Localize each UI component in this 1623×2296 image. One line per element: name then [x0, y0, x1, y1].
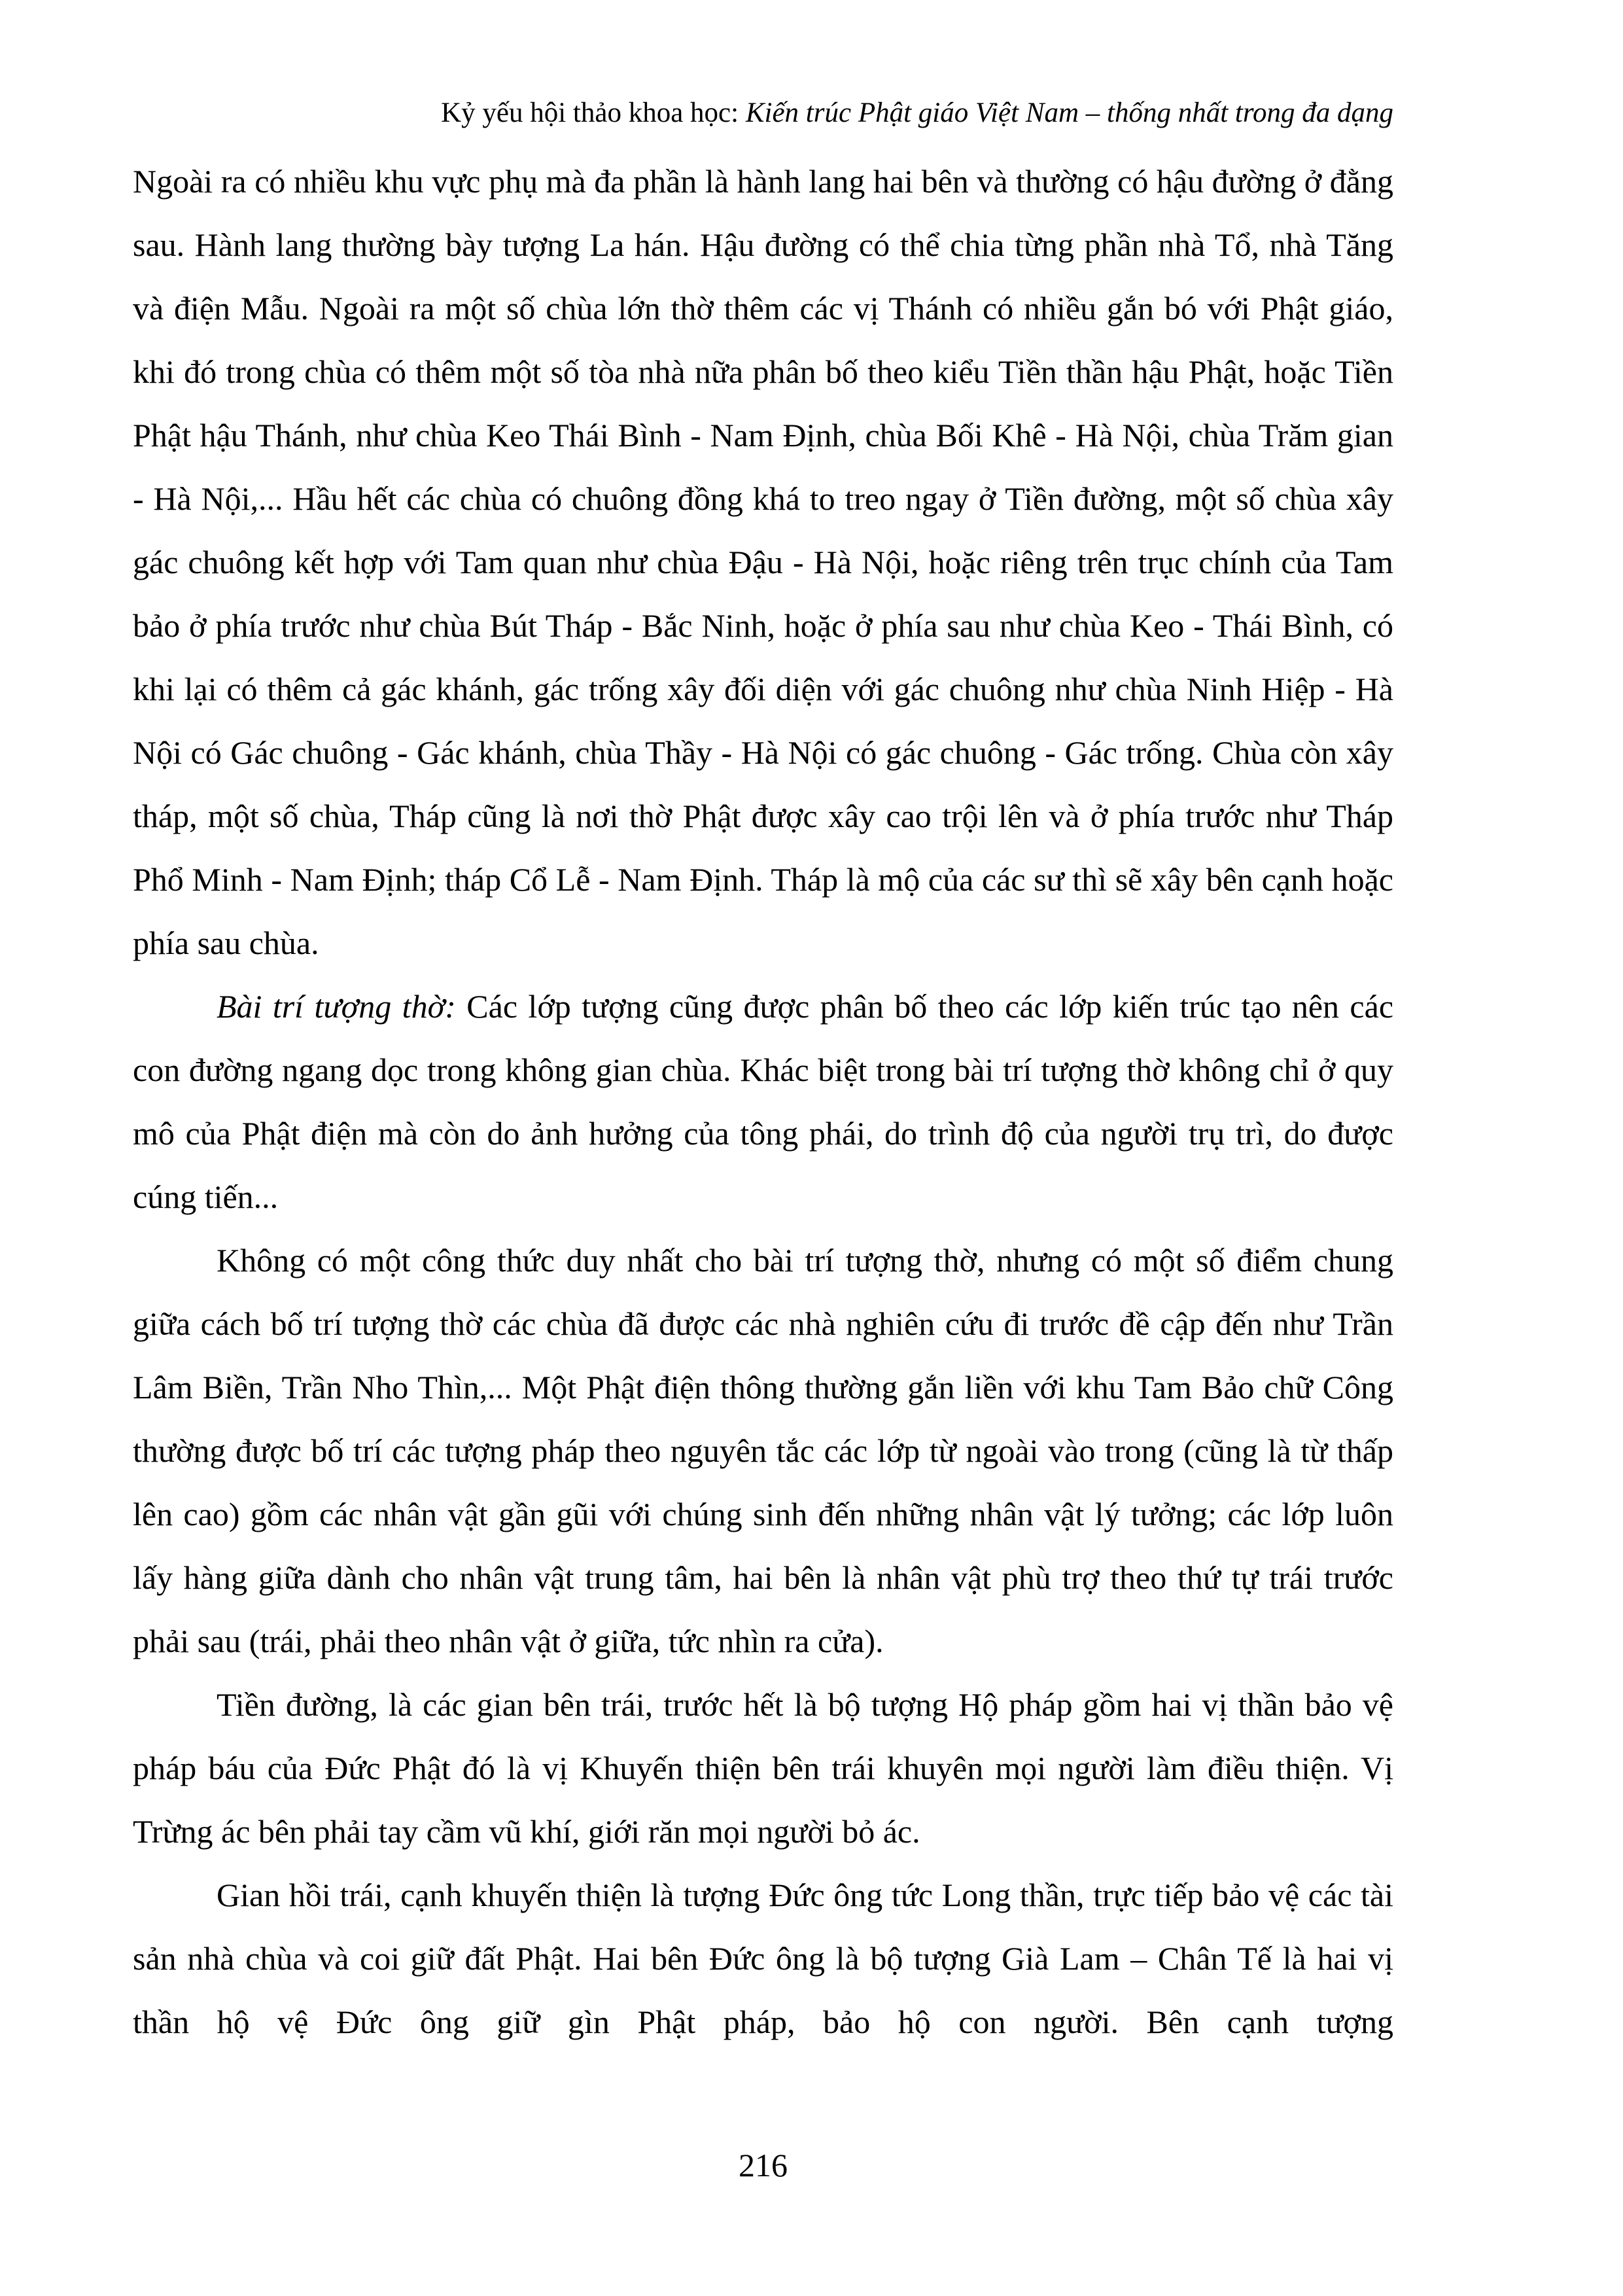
- paragraph: [133, 150, 1393, 975]
- running-header-label: Kỷ yếu hội thảo khoa học:: [441, 97, 746, 128]
- running-header: [133, 96, 1393, 130]
- paragraph-text: Các lớp tượng cũng được phân bố theo các lớp kiến trúc tạo nên các con đường ngang dọc trong không gian chùa. Khác biệt trong bài trí tượng thờ không chỉ ở quy mô của Phật điện mà còn do ảnh hưởng của tông phái, do trình độ của người trụ trì, do được cúng tiến...: [133, 988, 1394, 1215]
- paragraph: [133, 1229, 1393, 1673]
- page-number: 216: [739, 2147, 788, 2183]
- paragraph-text: Ngoài ra có nhiều khu vực phụ mà đa phần là hành lang hai bên và thường có hậu đường ở đằng sau. Hành lang thường bày tượng La hán. Hậu đường có thể chia từng phần nhà Tổ, nhà Tăng và điện Mẫu. Ngoài ra một số chùa lớn thờ thêm các vị Thánh có nhiều gắn bó với Phật giáo, khi đó trong chùa có thêm một số tòa nhà nữa phân bố theo kiểu Tiền thần hậu Phật, hoặc Tiền Phật hậu Thánh, như chùa Keo Thái Bình - Nam Định, chùa Bối Khê - Hà Nội, chùa Trăm gian - Hà Nội,... Hầu hết các chùa có chuông đồng khá to treo ngay ở Tiền đường, một số chùa xây gác chuông kết hợp với Tam quan như chùa Đậu - Hà Nội, hoặc riêng trên trục chính của Tam bảo ở phía trước như chùa Bút Tháp - Bắc Ninh, hoặc ở phía sau như chùa Keo - Thái Bình, có khi lại có thêm cả gác khánh, gác trống xây đối diện với gác chuông như chùa Ninh Hiệp - Hà Nội có Gác chuông - Gác khánh, chùa Thầy - Hà Nội có gác chuông - Gác trống. Chùa còn xây tháp, một số chùa, Tháp cũng là nơi thờ Phật được xây cao trội lên và ở phía trước như Tháp Phổ Minh - Nam Định; tháp Cổ Lễ - Nam Định. Tháp là mộ của các sư thì sẽ xây bên cạnh hoặc phía sau chùa.: [133, 163, 1393, 961]
- paragraph: [133, 975, 1393, 1229]
- paragraph-text: Tiền đường, là các gian bên trái, trước hết là bộ tượng Hộ pháp gồm hai vị thần bảo vệ pháp báu của Đức Phật đó là vị Khuyến thiện bên trái khuyên mọi người làm điều thiện. Vị Trừng ác bên phải tay cầm vũ khí, giới răn mọi người bỏ ác.: [133, 1686, 1393, 1850]
- running-header-title: Kiến trúc Phật giáo Việt Nam – thống nhất trong đa dạng: [745, 97, 1393, 128]
- paragraph: [133, 1673, 1393, 1863]
- paragraph: [133, 1863, 1393, 2054]
- paragraph-text: Gian hồi trái, cạnh khuyến thiện là tượng Đức ông tức Long thần, trực tiếp bảo vệ các tài sản nhà chùa và coi giữ đất Phật. Hai bên Đức ông là bộ tượng Già Lam – Chân Tế là hai vị thần hộ vệ Đức ông giữ gìn Phật pháp, bảo hộ con người. Bên cạnh tượng: [133, 1877, 1393, 2040]
- paragraph-text: Không có một công thức duy nhất cho bài trí tượng thờ, nhưng có một số điểm chung giữa cách bố trí tượng thờ các chùa đã được các nhà nghiên cứu đi trước đề cập đến như Trần Lâm Biền, Trần Nho Thìn,... Một Phật điện thông thường gắn liền với khu Tam Bảo chữ Công thường được bố trí các tượng pháp theo nguyên tắc các lớp từ ngoài vào trong (cũng là từ thấp lên cao) gồm các nhân vật gần gũi với chúng sinh đến những nhân vật lý tưởng; các lớp luôn lấy hàng giữa dành cho nhân vật trung tâm, hai bên là nhân vật phù trợ theo thứ tự trái trước phải sau (trái, phải theo nhân vật ở giữa, tức nhìn ra cửa).: [133, 1242, 1393, 1659]
- page-footer: [133, 2134, 1393, 2197]
- paragraph-lead-italic: Bài trí tượng thờ:: [217, 988, 456, 1025]
- document-body: [133, 150, 1393, 2054]
